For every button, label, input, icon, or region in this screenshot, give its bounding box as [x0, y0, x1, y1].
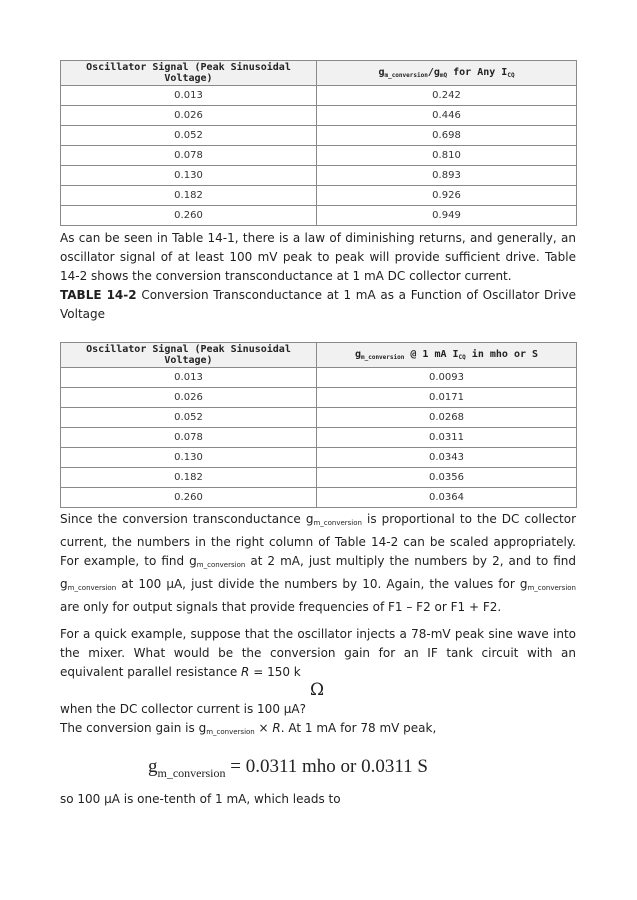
table-cell: 0.0356: [317, 468, 577, 488]
table1-col2-header-sub3: CQ: [507, 72, 515, 79]
table-row: [61, 428, 577, 448]
para2-text-4: at 100 µA, just divide the numbers by 10. Again, the values for: [116, 577, 520, 591]
caption-text: Conversion Transconductance at 1 mA as a Function of Oscillator Drive Voltage: [60, 288, 576, 321]
table-cell: 0.078: [61, 146, 317, 166]
para2-symbol-sub: m_conversion: [196, 561, 246, 569]
table1-col2-header-sub2: mQ: [439, 72, 448, 79]
table-cell: 0.810: [317, 146, 577, 166]
table-cell: 0.130: [61, 448, 317, 468]
gain-text-2: ×: [254, 721, 273, 735]
equation-gm-conversion: [148, 756, 428, 781]
table-row: [61, 106, 577, 126]
para2-symbol-g: g: [519, 577, 528, 591]
line-collector-current: when the DC collector current is 100 µA?: [60, 702, 306, 716]
caption-label: TABLE 14-2: [60, 288, 137, 302]
gain-symbol-sub: m_conversion: [206, 728, 255, 736]
table-cell: 0.0171: [317, 388, 577, 408]
para3-text-2: = 150 k: [249, 665, 301, 679]
table-14-2: [60, 342, 577, 508]
para2-text-3: at 2 mA, just multiply the numbers by 2, and to find: [245, 554, 576, 568]
table-cell: 0.260: [61, 488, 317, 508]
table-cell: 0.0311: [317, 428, 577, 448]
gain-text-1: The conversion gain is: [60, 721, 199, 735]
table2-col1-header: Oscillator Signal (Peak Sinusoidal Voltage): [61, 343, 317, 368]
table1-col2-header-g: g: [378, 67, 385, 78]
table-cell: 0.013: [61, 368, 317, 388]
table-cell: 0.013: [61, 86, 317, 106]
equation-symbol-g: g: [148, 756, 158, 777]
equation-value: = 0.0311 mho or 0.0311 S: [225, 756, 428, 777]
table-cell: 0.130: [61, 166, 317, 186]
table-cell: 0.052: [61, 408, 317, 428]
table-cell: 0.242: [317, 86, 577, 106]
equation-symbol-sub: m_conversion: [157, 766, 226, 780]
table-row: [61, 448, 577, 468]
table-row: [61, 166, 577, 186]
para2-symbol-sub: m_conversion: [313, 519, 362, 527]
table1-col2-header-slash: /g: [427, 67, 440, 78]
para3-text-1: For a quick example, suppose that the oscillator injects a 78-mV peak sine wave into the mixer. What would be the conversion gain for an IF tank circuit with an equivalent parallel resistance: [60, 627, 576, 679]
table1-col1-header: Oscillator Signal (Peak Sinusoidal Voltage): [61, 61, 317, 86]
gain-symbol-g: g: [198, 721, 207, 735]
table-cell: 0.182: [61, 186, 317, 206]
table-cell: 0.026: [61, 106, 317, 126]
table-row: [61, 368, 577, 388]
table-cell: 0.260: [61, 206, 317, 226]
para2-text-1: Since the conversion transconductance: [60, 512, 306, 526]
table2-col2-header-rest1: @ 1 mA I: [404, 349, 459, 360]
gain-symbol-r: R: [272, 721, 281, 735]
table2-col2-header-sub2: CQ: [458, 354, 466, 361]
table-row: [61, 206, 577, 226]
para2-symbol-sub: m_conversion: [527, 584, 576, 592]
line-one-tenth: so 100 µA is one-tenth of 1 mA, which leads to: [60, 792, 341, 806]
table2-col2-header-g: g: [354, 349, 361, 360]
gain-text-3: . At 1 mA for 78 mV peak,: [280, 721, 437, 735]
table-header-row: [61, 61, 577, 86]
para2-symbol-g: g: [60, 577, 68, 591]
table-14-1: [60, 60, 577, 226]
line-conversion-gain: [60, 719, 436, 742]
table2-col2-header-rest2: in mho or S: [465, 349, 539, 360]
table-cell: 0.0268: [317, 408, 577, 428]
para2-symbol-g: g: [305, 512, 314, 526]
table-cell: 0.0343: [317, 448, 577, 468]
table1-col2-header: [317, 61, 577, 86]
table-row: [61, 408, 577, 428]
table2-col2-header-sub1: m_conversion: [361, 354, 405, 361]
table-row: [61, 86, 577, 106]
table-row: [61, 388, 577, 408]
para2-text-2: is proportional to the DC collector current, the numbers in the right column of Table 14-2 can be scaled appropriately. For example, to find: [60, 512, 576, 568]
paragraph-diminishing-returns: As can be seen in Table 14-1, there is a law of diminishing returns, and generally, an oscillator signal of at least 100 mV peak to peak will provide sufficient drive. Table 14-2 shows the conversion transconductance at 1 mA DC collector current.: [60, 231, 576, 283]
paragraph-example: [60, 625, 576, 682]
para2-text-5: are only for output signals that provide frequencies of F1 – F2 or F1 + F2.: [60, 600, 502, 614]
table-cell: 0.182: [61, 468, 317, 488]
table-header-row: [61, 343, 577, 368]
table1-col2-header-rest: for Any I: [447, 67, 508, 78]
table-row: [61, 468, 577, 488]
table-row: [61, 488, 577, 508]
omega-symbol: Ω: [310, 680, 325, 700]
para2-symbol-g: g: [189, 554, 197, 568]
table-row: [61, 126, 577, 146]
table-cell: 0.026: [61, 388, 317, 408]
table-cell: 0.926: [317, 186, 577, 206]
table-cell: 0.893: [317, 166, 577, 186]
table1-col2-header-sub1: m_conversion: [384, 72, 428, 79]
table-cell: 0.052: [61, 126, 317, 146]
table-row: [61, 146, 577, 166]
table-cell: 0.949: [317, 206, 577, 226]
para2-symbol-sub: m_conversion: [67, 584, 117, 592]
table-row: [61, 186, 577, 206]
table-cell: 0.698: [317, 126, 577, 146]
para3-symbol-r: R: [241, 665, 250, 679]
table-cell: 0.078: [61, 428, 317, 448]
table-cell: 0.0364: [317, 488, 577, 508]
table2-col2-header: [317, 343, 577, 368]
table-cell: 0.0093: [317, 368, 577, 388]
table-cell: 0.446: [317, 106, 577, 126]
table-14-2-caption: [60, 286, 576, 324]
paragraph-scaling: [60, 510, 576, 617]
